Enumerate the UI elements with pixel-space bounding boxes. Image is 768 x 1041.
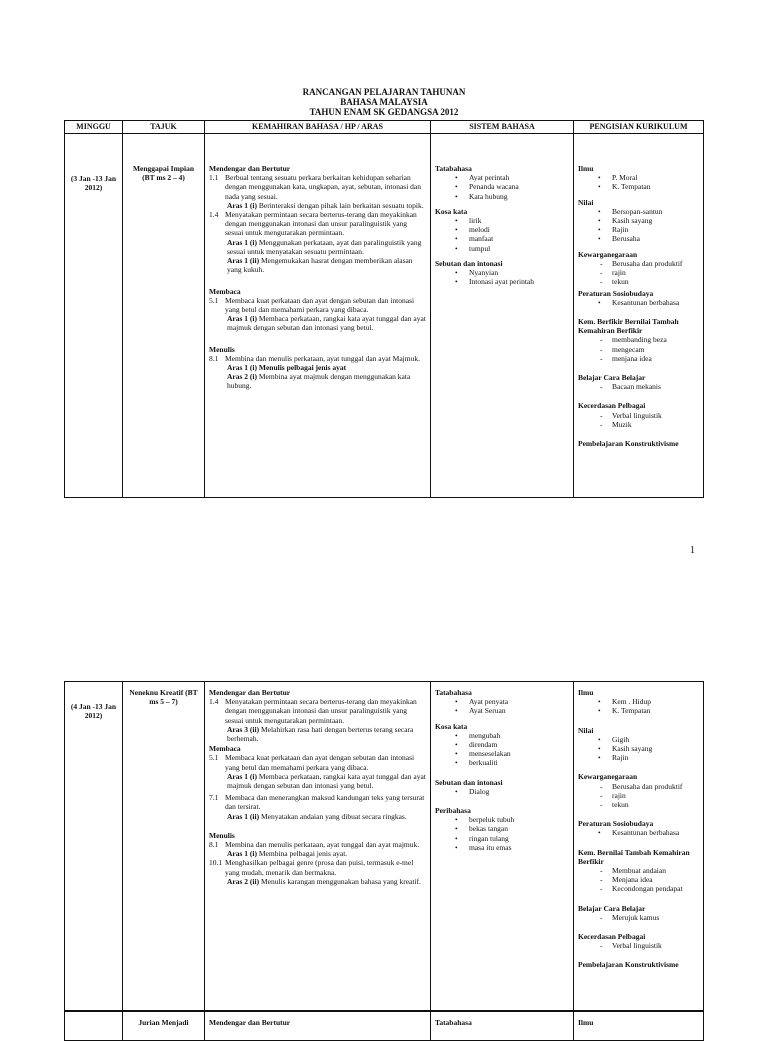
list-item: • Dialog [435,787,569,796]
pengisian-heading: Pembelajaran Konstruktivisme [578,438,679,448]
aras-text: Menyatakan andaian yang dibuat secara ringkas. [260,811,407,821]
skill-number: 10.1 [209,858,223,868]
aras-item [209,877,426,886]
minggu-cell: (3 Jan -13 Jan 2012) [65,134,123,498]
pengisian-cell [574,134,704,498]
list-item: • lirik [435,216,569,225]
lesson-plan-table-1 [64,120,704,498]
section-heading: Mendengar dan Bertutur [209,164,291,174]
aras-text: Menulis karangan menggunakan bahasa yang kreatif. [260,876,421,886]
pengisian-list [578,207,699,244]
skill-number: 8.1 [209,840,219,850]
sistem-heading: Tatabahasa [435,688,472,697]
skill-item [209,296,426,314]
aras-text: Mengemukakan hasrat dengan memberikan alasan yang kukuh. [227,256,413,275]
sistem-cell [431,682,574,1011]
skill-item [209,753,426,771]
kemahiran-cell [205,134,431,498]
aras-label: Aras 1 (ii) [227,811,260,821]
title-line-3: TAHUN ENAM SK GEDANGSA 2012 [309,107,459,117]
pengisian-cell: Ilmu [574,1012,704,1041]
table-row [65,682,704,1011]
list-item: • bekas tangan [435,824,569,833]
pengisian-list [578,828,699,837]
list-item: • Kesantunan berbahasa [578,828,699,837]
skill-number: 1.1 [209,173,219,183]
pengisian-heading: Kecerdasan Pelbagai [578,932,646,942]
list-item: • tumpul [435,244,569,253]
table-row [65,134,704,498]
list-item: • berkualiti [435,758,569,767]
aras-item [209,812,426,821]
list-item: - Kecondongan pendapat [578,884,699,893]
sistem-list [435,787,569,796]
list-item: • Nyanyian [435,268,569,277]
list-item: • Penanda wacana [435,182,569,191]
column-header-pengisian: PENGISIAN KURIKULUM [574,121,704,134]
list-item: - rajin [578,791,699,800]
document-title [0,87,768,117]
list-item: • ringan tulang [435,834,569,843]
list-item: • direndam [435,740,569,749]
list-item: • mengubah [435,731,569,740]
sistem-cell [431,134,574,498]
title-line-2: BAHASA MALAYSIA [340,97,428,107]
list-item: - menjana idea [578,354,699,363]
pengisian-heading: Kewarganegaraan [578,772,638,782]
sistem-list [435,216,569,253]
aras-text: Membina ayat majmuk dengan menggunakan kata hubung. [227,372,411,391]
aras-label: Aras 3 (ii) [227,724,260,734]
minggu-cell: (4 Jan -13 Jan 2012) [65,682,123,1011]
pengisian-list [578,298,699,307]
pengisian-heading: Kem. Berfikir Bernilai Tambah Kemahiran Berfikir [578,316,679,336]
aras-text: Membaca perkataan, rangkai kata ayat tunggal dan ayat majmuk dengan sebutan dan intonasi yang betul. [227,771,426,791]
aras-item [209,238,426,256]
lesson-plan-table-3 [64,1011,704,1041]
pengisian-heading: Belajar Cara Belajar [578,372,646,382]
list-item: • K. Tempatan [578,706,699,715]
aras-label: Aras 1 (i) [227,362,257,372]
skill-number: 5.1 [209,295,219,305]
list-item: • Kata hubung [435,192,569,201]
minggu-cell [65,1012,123,1041]
tajuk-text: Menggapai Impian (BT ms 2 – 4) [132,164,195,183]
list-item: • Gigih [578,735,699,744]
tajuk-cell: Jurian Menjadi [123,1012,205,1041]
tajuk-cell [123,134,205,498]
pengisian-heading: Kewarganegaraan [578,249,638,259]
aras-item [209,314,426,332]
skill-text: Menyatakan permintaan secara berterus-terang dan meyakinkan dengan menggunakan intonasi dan unsur paralinguistik yang sesuai untuk mengutarakan permintaan. [225,697,417,725]
pengisian-list [578,697,699,715]
aras-label: Aras 1 (i) [227,771,257,781]
list-item: - Bacaan mekanis [578,382,699,391]
sistem-heading: Sebutan dan intonasi [435,258,503,268]
pengisian-list [578,335,699,363]
aras-item [209,725,426,743]
list-item: • Intonasi ayat perintah [435,277,569,286]
list-item: • manfaat [435,234,569,243]
skill-number: 5.1 [209,753,219,763]
lesson-plan-table-2 [64,681,704,1011]
aras-item [209,201,426,210]
section-heading: Membaca [209,744,241,754]
skill-text: Menghasilkan pelbagai genre (prosa dan puisi, termasuk e-mel yang mudah, menarik dan bermakna. [225,858,414,877]
list-item: • Kesantunan berbahasa [578,298,699,307]
kemahiran-cell: Mendengar dan Bertutur [205,1012,431,1041]
list-item: - Verbal linguistik [578,411,699,420]
skill-number: 1.4 [209,697,219,707]
pengisian-list [578,735,699,763]
aras-item [209,256,426,274]
sistem-heading: Kosa kata [435,206,468,216]
kemahiran-cell [205,682,431,1011]
aras-item [209,363,426,372]
skill-text: Membina dan menulis perkataan, ayat tunggal dan ayat majmuk. [225,840,420,850]
skill-text: Menyatakan permintaan secara berterus-terang dan meyakinkan dengan menggunakan intonasi dan unsur paralinguistik yang sesuai untuk mengutarakan permintaan. [225,210,417,238]
skill-text: Berbual tentang sesuatu perkara berkaitan kehidupan seharian dengan menggunakan kata, ungkapan, ayat, sebutan, intonasi dan nada yang sesuai. [225,173,421,201]
section-heading: Mendengar dan Bertutur [209,688,291,697]
list-item: • K. Tempatan [578,182,699,191]
pengisian-heading: Peraturan Sosiobudaya [578,819,654,829]
list-item: • Rajin [578,225,699,234]
list-item: • Ayat perintah [435,173,569,182]
list-item: • melodi [435,225,569,234]
list-item: • menseselakan [435,749,569,758]
sistem-list [435,697,569,715]
aras-label: Aras 2 (i) [227,372,257,382]
sistem-cell: Tatabahasa [431,1012,574,1041]
column-header-kemahiran: KEMAHIRAN BAHASA / HP / ARAS [205,121,431,134]
skill-text: Membina dan menulis perkataan, ayat tunggal dan ayat Majmuk. [225,353,420,363]
pengisian-heading: Nilai [578,725,594,735]
aras-text: Menggunakan perkataan, ayat dan paralinguistik yang sesuai untuk menyatakan sesuatu permintaan. [227,237,422,256]
aras-text: Berinteraksi dengan pihak lain berkaitan sesuatu topik. [258,200,424,210]
skill-item [209,697,426,725]
list-item: - tekun [578,277,699,286]
table-row [65,1012,704,1041]
list-item: - membanding beza [578,335,699,344]
pengisian-heading: Kecerdasan Pelbagai [578,401,646,411]
pengisian-list [578,866,699,894]
table-header-row [65,121,704,134]
list-item: • Kem . Hidup [578,697,699,706]
list-item: - tekun [578,800,699,809]
sistem-list [435,268,569,286]
aras-label: Aras 1 (i) [227,314,257,324]
skill-number: 8.1 [209,353,219,363]
aras-text: Membaca perkataan, rangkai kata ayat tunggal dan ayat majmuk dengan sebutan dan intonasi yang betul. [227,314,426,333]
sistem-heading: Peribahasa [435,806,471,816]
pengisian-heading: Kem. Bernilai Tambah Kemahiran Berfikir [578,847,690,866]
list-item: • Rajin [578,753,699,762]
aras-item [209,849,426,858]
list-item: • Bersopan-santun [578,207,699,216]
pengisian-heading: Ilmu [578,164,594,174]
skill-text: Membaca kuat perkataan dan ayat dengan sebutan dan intonasi yang betul dan memahami perkara yang dibaca. [225,753,415,772]
sistem-heading: Kosa kata [435,721,468,731]
pengisian-list [578,782,699,810]
aras-label: Aras 1 (ii) [227,256,260,266]
skill-text: Membaca kuat perkataan dan ayat dengan sebutan dan intonasi yang betul dan memahami perkara yang dibaca. [225,295,415,314]
sistem-list [435,731,569,768]
sistem-heading: Tatabahasa [435,164,472,174]
list-item: - Berusaha dan produktif [578,259,699,268]
skill-number: 1.4 [209,210,219,220]
aras-text: Membina pelbagai jenis ayat. [258,849,348,859]
aras-text: Melahirkan rasa hati dengan berterus terang secara berhemah. [227,724,414,744]
aras-label: Aras 2 (ii) [227,876,260,886]
aras-label: Aras 1 (i) [227,200,257,210]
skill-text: Membaca dan menerangkan maksud kandungan teks yang tersurat dan tersirat. [225,793,425,812]
column-header-sistem: SISTEM BAHASA [431,121,574,134]
pengisian-heading: Ilmu [578,688,594,697]
list-item: • Ayat Seruan [435,706,569,715]
sistem-list [435,173,569,201]
list-item: - Muzik [578,420,699,429]
list-item: • Berusaha [578,234,699,243]
aras-text: Menulis pelbagai jenis ayat [258,362,347,372]
list-item: • Ayat penyata [435,697,569,706]
pengisian-heading: Peraturan Sosiobudaya [578,288,654,298]
skill-item [209,354,426,363]
list-item: • Kasih sayang [578,216,699,225]
section-heading: Membaca [209,286,241,296]
list-item: - mengecam [578,345,699,354]
list-item: - Berusaha dan produktif [578,782,699,791]
column-header-tajuk: TAJUK [123,121,205,134]
pengisian-list [578,259,699,287]
list-item: - rajin [578,268,699,277]
section-heading: Menulis [209,830,235,840]
aras-label: Aras 1 (i) [227,849,257,859]
skill-item [209,858,426,876]
sistem-list [435,815,569,852]
list-item: • P. Moral [578,173,699,182]
pengisian-list [578,382,699,391]
pengisian-list [578,913,699,922]
skill-item [209,793,426,811]
list-item: - Verbal linguistik [578,941,699,950]
sistem-heading: Sebutan dan intonasi [435,777,503,787]
section-heading: Menulis [209,344,235,354]
pengisian-cell [574,682,704,1011]
pengisian-heading: Nilai [578,197,594,207]
list-item: - Membuat andaian [578,866,699,875]
list-item: - Menjana idea [578,875,699,884]
skill-item [209,840,426,849]
pengisian-heading: Belajar Cara Belajar [578,903,646,913]
list-item: • berpeluk tubuh [435,815,569,824]
aras-item [209,772,426,790]
aras-label: Aras 1 (i) [227,237,257,247]
skill-number: 7.1 [209,793,219,803]
page-number: 1 [690,545,695,556]
column-header-minggu: MINGGU [65,121,123,134]
tajuk-text: Neneknu Kreatif (BT ms 5 – 7) [129,688,198,707]
title-line-1: RANCANGAN PELAJARAN TAHUNAN [302,87,466,97]
list-item: • Kasih sayang [578,744,699,753]
skill-item [209,210,426,238]
aras-item [209,372,426,390]
list-item: - Merujuk kamus [578,913,699,922]
skill-item [209,173,426,201]
pengisian-heading: Pembelajaran Konstruktivisme [578,960,679,970]
tajuk-cell [123,682,205,1011]
pengisian-list [578,411,699,429]
list-item: • masa itu emas [435,843,569,852]
pengisian-list [578,941,699,950]
pengisian-list [578,173,699,191]
